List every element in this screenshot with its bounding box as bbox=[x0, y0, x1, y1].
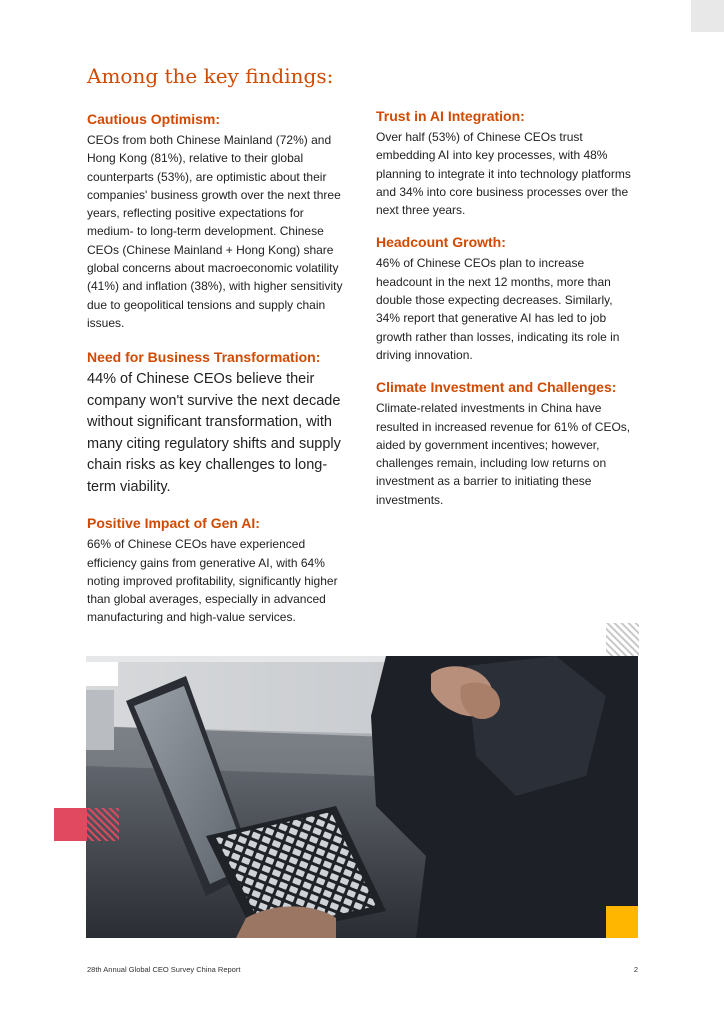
businessman-tablet-photo bbox=[86, 656, 638, 938]
finding-body: 46% of Chinese CEOs plan to increase headcount in the next 12 months, more than double those expecting decreases. Similarly, 34% report that generative AI has led to job growth rather than losses, indicating its role in driving innovation. bbox=[376, 256, 620, 362]
gray-hatch-icon bbox=[606, 623, 639, 656]
finding-heading: Cautious Optimism: bbox=[87, 111, 221, 127]
finding-ai-integration bbox=[376, 107, 638, 219]
finding-heading: Need for Business Transformation: bbox=[87, 349, 321, 366]
left-column bbox=[87, 110, 349, 643]
yellow-square-icon bbox=[606, 906, 638, 938]
footer-report-name: 28th Annual Global CEO Survey China Report bbox=[87, 965, 241, 974]
page-title: Among the key findings: bbox=[87, 64, 334, 88]
pink-square-icon bbox=[54, 808, 87, 841]
right-column bbox=[376, 107, 638, 523]
finding-heading: Positive Impact of Gen AI: bbox=[87, 515, 260, 532]
pink-hatch-icon bbox=[87, 808, 119, 841]
finding-headcount-growth bbox=[376, 233, 638, 364]
finding-cautious-optimism bbox=[87, 110, 349, 332]
finding-gen-ai-impact bbox=[87, 514, 349, 626]
finding-body: Climate-related investments in China have resulted in increased revenue for 61% of CEOs, aided by government incentives; however, challenges remain, including low returns on investment as a barrier to initiating these investments. bbox=[376, 401, 631, 507]
finding-body: 44% of Chinese CEOs believe their company won't survive the next decade without significant transformation, with many citing regulatory shifts and supply chain risks as key challenges to long-term viability. bbox=[87, 371, 341, 495]
finding-heading: Headcount Growth: bbox=[376, 234, 506, 251]
finding-body: 66% of Chinese CEOs have experienced efficiency gains from generative AI, with 64% noting improved profitability, significantly higher than global averages, especially in advanced manufacturing and high-value services. bbox=[87, 537, 338, 625]
finding-business-transformation bbox=[87, 348, 349, 498]
finding-body: CEOs from both Chinese Mainland (72%) and Hong Kong (81%), relative to their global counterparts (53%), are optimistic about their companies' business growth over the next three years, reflecting positive expectations for medium- to long-term development. Chinese CEOs (Chinese Mainland + Hong Kong) share global concerns about macroeconomic volatility (41%) and inflation (38%), with higher sensitivity due to geopolitical tensions and supply chain issues. bbox=[87, 133, 343, 330]
page-number: 2 bbox=[633, 965, 638, 974]
corner-tab bbox=[691, 0, 724, 32]
finding-heading: Trust in AI Integration: bbox=[376, 108, 525, 124]
finding-climate-investment bbox=[376, 378, 638, 509]
finding-body: Over half (53%) of Chinese CEOs trust embedding AI into key processes, with 48% planning to integrate it into technology platforms and 34% into core business processes over the next three years. bbox=[376, 130, 631, 218]
finding-heading: Climate Investment and Challenges: bbox=[376, 379, 617, 396]
